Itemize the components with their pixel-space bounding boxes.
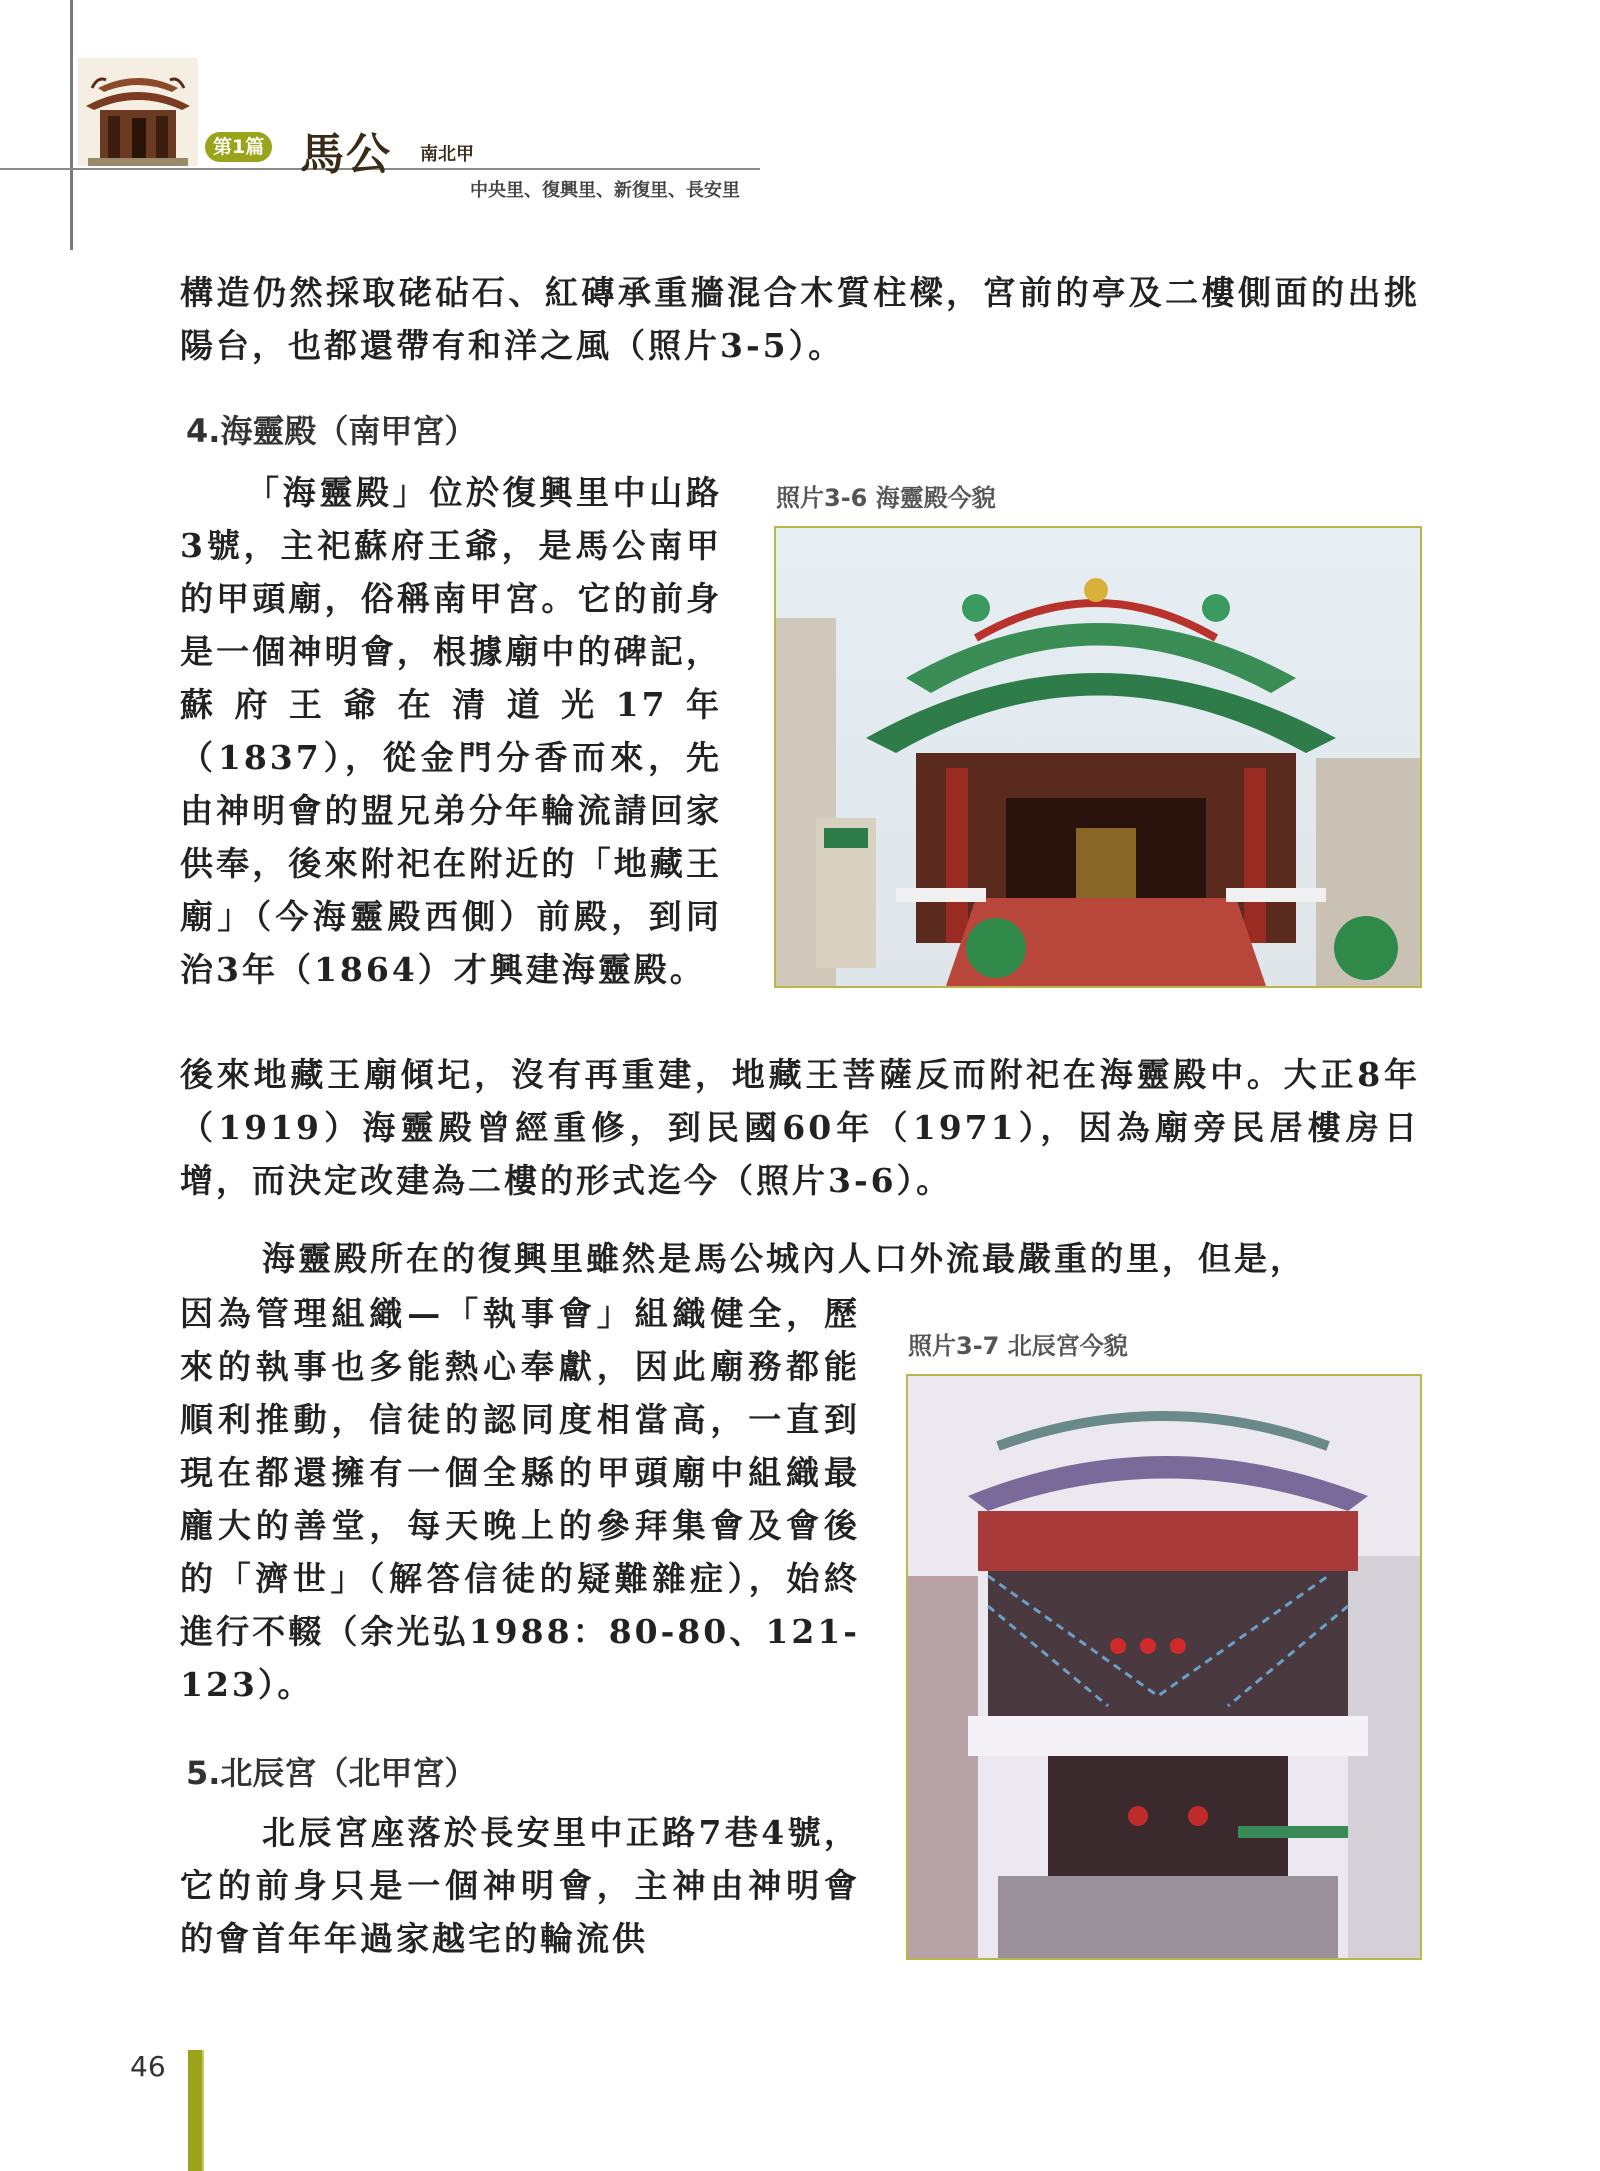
header-subtitle: 中央里、復興里、新復里、長安里 xyxy=(470,180,740,201)
photo-3-6-hailing-temple xyxy=(774,526,1422,988)
section-4-paragraph-2-wrapped: 因為管理組織—「執事會」組織健全，歷來的執事也多能熱心奉獻，因此廟務都能順利推動，信徒的認同度相當高，一直到現在都還擁有一個全縣的甲頭廟中組織最龐大的善堂，每天晚上的參拜集會及會後的「濟世」（解答信徒的疑難雜症），始終進行不輟（余光弘1988：80-80、121-123）。 xyxy=(180,1294,860,1704)
section-5-paragraph: 北辰宮座落於長安里中正路7巷4號，它的前身只是一個神明會，主神由神明會的會首年年過家越宅的輪流供 xyxy=(180,1813,860,1958)
district-title: 馬公 xyxy=(300,129,392,180)
photo-3-7-caption: 照片3-7 北辰宮今貌 xyxy=(908,1332,1128,1360)
section-5-heading: 5.北辰宮（北甲宮） xyxy=(186,1754,477,1792)
footer-accent-line xyxy=(202,2050,204,2171)
page-number: 46 xyxy=(130,2050,166,2083)
photo-3-7-beichen-temple xyxy=(906,1374,1422,1960)
section-4-paragraph-continued: 後來地藏王廟傾圮，沒有再重建，地藏王菩薩反而附祀在海靈殿中。大正8年（1919）海靈殿曾經重修，到民國60年（1971），因為廟旁民居樓房日增，而決定改建為二樓的形式迄今（照片3-6）。 xyxy=(180,1055,1420,1200)
temple-photo-image-2 xyxy=(908,1376,1420,1958)
photo-3-6-caption: 照片3-6 海靈殿今貌 xyxy=(776,484,996,512)
section-4-paragraph-wrapped: 「海靈殿」位於復興里中山路3號，主祀蘇府王爺，是馬公南甲的甲頭廟，俗稱南甲宮。它的前身是一個神明會，根據廟中的碑記，蘇府王爺在清道光17年（1837），從金門分香而來，先由神明會的盟兄弟分年輪流請回家供奉，後來附祀在附近的「地藏王廟」（今海靈殿西側）前殿，到同治3年（1864）才興建海靈殿。 xyxy=(180,473,722,989)
header-vertical-rule xyxy=(70,0,73,250)
section-4-paragraph-2-opening: 海靈殿所在的復興里雖然是馬公城內人口外流最嚴重的里，但是， xyxy=(262,1239,1306,1278)
footer-accent-bar xyxy=(188,2050,202,2171)
temple-photo-image xyxy=(776,528,1420,986)
district-title-sub: 南北甲 xyxy=(420,144,474,165)
section-4-heading: 4.海靈殿（南甲宮） xyxy=(186,412,477,450)
chapter-badge: 第1篇 xyxy=(205,132,272,162)
temple-roof-icon xyxy=(78,58,198,166)
intro-paragraph: 構造仍然採取硓砧石、紅磚承重牆混合木質柱樑，宮前的亭及二樓側面的出挑陽台，也都還帶有和洋之風（照片3-5）。 xyxy=(180,273,1420,365)
